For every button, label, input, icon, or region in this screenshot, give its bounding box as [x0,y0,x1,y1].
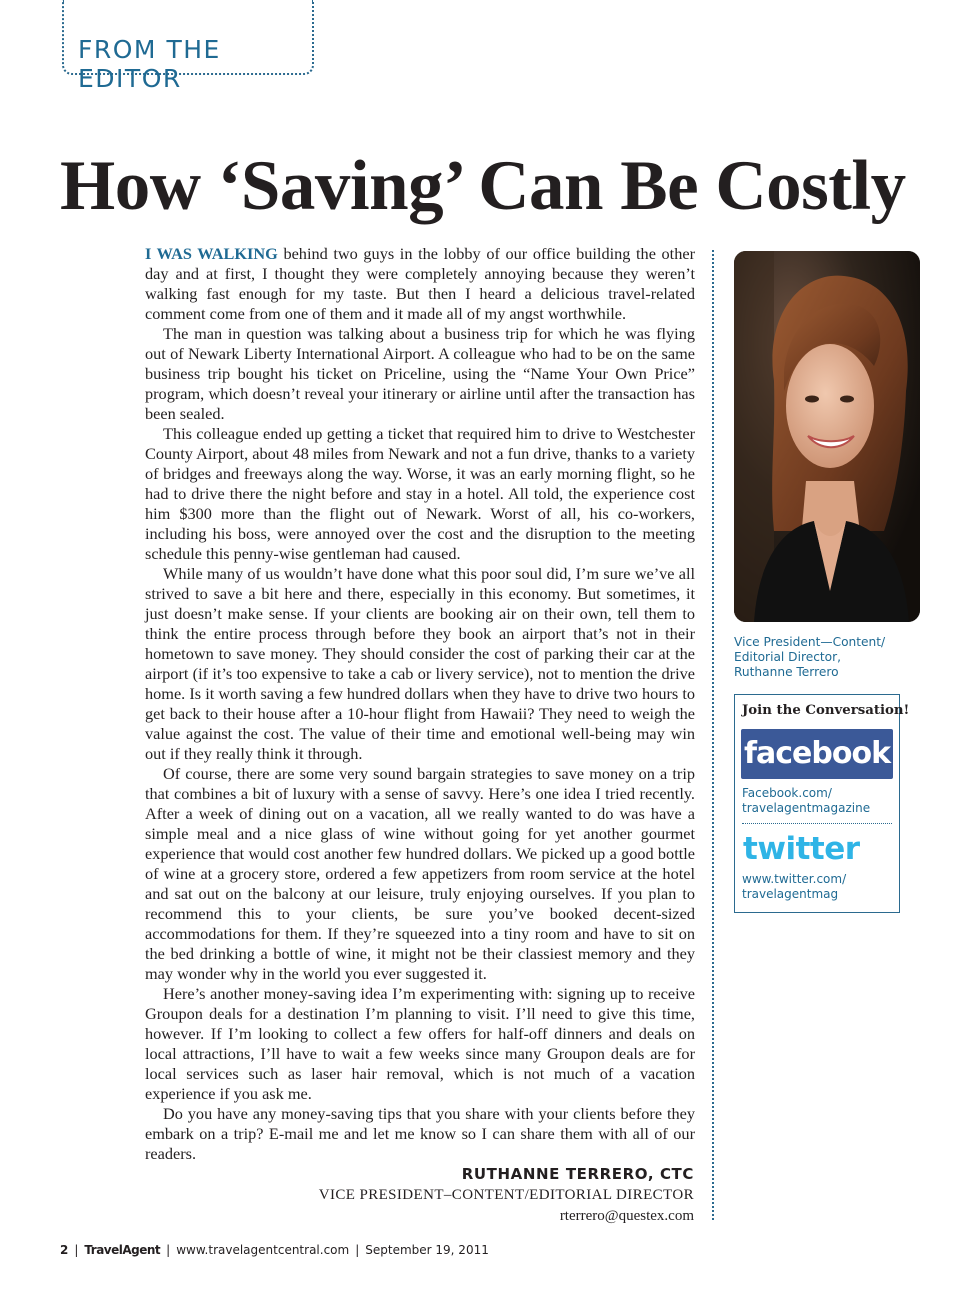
lead-in: I WAS WALKING [145,244,278,263]
caption-line: Editorial Director, [734,650,842,664]
portrait-illustration [734,251,920,622]
editor-portrait-photo [734,251,920,622]
author-name: RUTHANNE TERRERO, CTC [461,1165,694,1183]
footer-separator: | [166,1243,171,1257]
section-tab [62,0,314,93]
article-body [145,244,695,1164]
twitter-link[interactable] [742,872,892,902]
facebook-link[interactable] [742,786,892,816]
article-paragraph: The man in question was talking about a business trip for which he was flying out of Newark Liberty International Airport. A colleague who had to be on the same business trip bought his ticket on Priceline, using the “Name Your Own Price” program, which doesn’t reveal your itinerary or airline until after the transaction has been sealed. [145,324,695,423]
facebook-url-line: travelagentmagazine [742,801,871,815]
footer-date: September 19, 2011 [365,1243,489,1257]
twitter-url-line: www.twitter.com/ [742,872,847,886]
article-paragraph: While many of us wouldn’t have done what this poor soul did, I’m sure we’ve all strived to save a bit here and there, especially in this economy. But sometimes, it just doesn’t make sense. If your clients are booking air on their own, tell them to think the entire process through before they book an airport that’s not in their hometown to save money. They should consider the cost of parking their car at the airport (if it’s too expensive to take a cab or livery service), not to mention the drive home. Is it worth saving a few hundred dollars when they have to drive two hours to get back to their house after a 10-hour flight from Hawaii? They need to weigh the value against the cost. The value of their time and emotional well-being may win out if they really think it through. [145,564,695,763]
article-paragraph: Of course, there are some very sound bargain strategies to save money on a trip that combines a bit of luxury with a sense of savvy. Here’s one idea I tried recently. After a week of dining out on a vacation, all we really wanted to do was have a simple meal and a nice glass of wine without going for yet another gourmet experience that would cost another few hundred dollars. We picked up a good bottle of wine at a grocery store, ordered a few appetizers from room service at the hotel and sat out on the balcony at our leisure, truly enjoying ourselves. If you plan to recommend this to your clients, be sure you’ve booked decent-sized accommodations for them. If they’re squeezed into a tiny room and have to sit on the bed drinking a bottle of wine, it might not be their classiest memory and they may wonder why in the world you ever suggested it. [145,764,695,983]
paragraph-text: behind two guys in the lobby of our office building the other day and at first, I thought they were completely annoying because they weren’t walking fast enough for my taste. But then I heard a delicious travel-related comment come from one of them and it made all of my angst worthwhile. [145,244,695,323]
author-email[interactable]: rterrero@questex.com [559,1208,694,1224]
article-paragraph: Do you have any money-saving tips that you share with your clients before they embark on a trip? E-mail me and let me know so I can share them with all of our readers. [145,1104,695,1163]
signoff [145,1164,694,1226]
twitter-url-line: travelagentmag [742,887,839,901]
social-box [734,694,910,913]
photo-caption [734,635,924,680]
facebook-url-line: Facebook.com/ [742,786,832,800]
article-paragraph: This colleague ended up getting a ticket that required him to drive to Westchester County Airport, about 48 miles from Newark and not a fun drive, thanks to a variety of bridges and freeways along the way. Worse, it was an early morning flight, so he had to drive there the night before and stay in a hotel. All told, the experience cost him $300 more than the flight out of Newark. Worst of all, his co-workers, including his boss, were annoyed over the cost and the disruption to the meeting schedule this penny-wise gentleman had caused. [145,424,695,563]
page-footer [60,1243,489,1257]
footer-website[interactable]: www.travelagentcentral.com [176,1243,350,1257]
article-paragraph [145,244,695,324]
footer-separator: | [355,1243,360,1257]
page-number: 2 [60,1243,69,1257]
facebook-logo[interactable]: facebook [741,729,893,779]
twitter-logo[interactable]: twitter [743,831,860,867]
column-divider [712,250,714,1220]
article-paragraph: Here’s another money-saving idea I’m experimenting with: signing up to receive Groupon deals for a destination I’m planning to visit. I’ll need to give this time, however. If I’m looking to collect a few offers for half-off dinners and deals on local attractions, I’ll have to wait a few weeks since many Groupon deals are for local services such as laser hair removal, which is not much of a vacation experience if you ask me. [145,984,695,1103]
caption-line: Ruthanne Terrero [734,665,839,679]
footer-separator: | [74,1243,79,1257]
author-title: VICE PRESIDENT–CONTENT/EDITORIAL DIRECTOR [318,1187,694,1203]
footer-brand: TravelAgent [84,1243,161,1257]
section-label: FROM THE EDITOR [78,35,221,93]
social-heading: Join the Conversation! [742,703,910,718]
social-divider [742,823,892,824]
caption-line: Vice President—Content/ [734,635,886,649]
article-headline: How ‘Saving’ Can Be Costly [60,147,906,225]
